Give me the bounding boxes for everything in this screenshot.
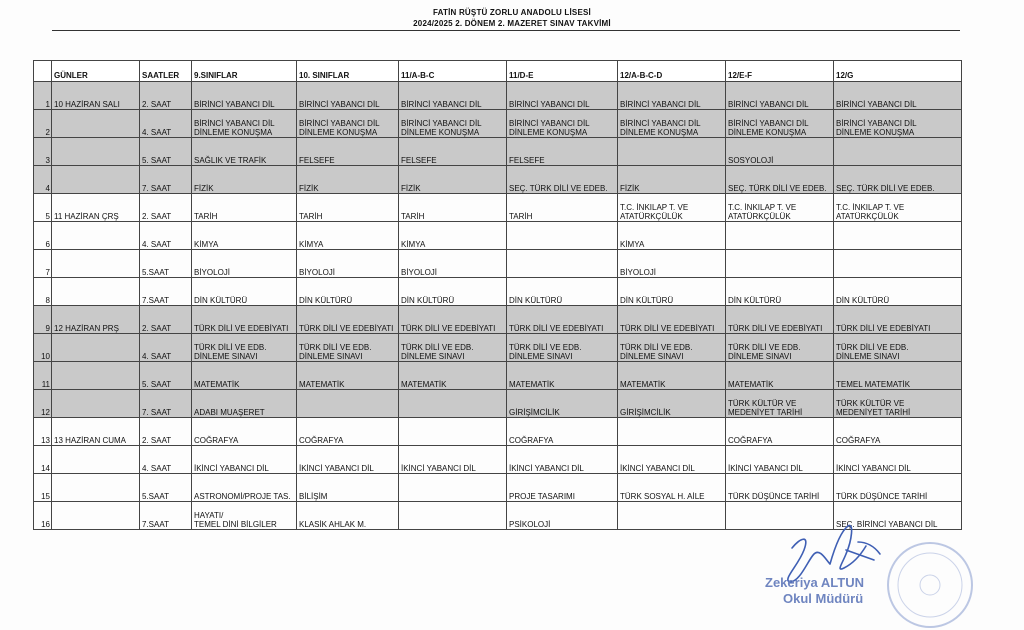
- row-number: 13: [34, 418, 52, 446]
- exam-cell: MATEMATİK: [507, 362, 618, 390]
- exam-cell: TÜRK DİLİ VE EDB. DİNLEME SINAVI: [726, 334, 834, 362]
- day-cell: [52, 110, 140, 138]
- exam-cell: COĞRAFYA: [192, 418, 297, 446]
- exam-cell: DİN KÜLTÜRÜ: [726, 278, 834, 306]
- exam-cell: BİRİNCİ YABANCI DİL: [297, 82, 399, 110]
- period-cell: 5.SAAT: [140, 250, 192, 278]
- exam-cell: BİRİNCİ YABANCI DİL DİNLEME KONUŞMA: [399, 110, 507, 138]
- row-number: 1: [34, 82, 52, 110]
- table-row: [34, 138, 962, 166]
- exam-cell: SOSYOLOJİ: [726, 138, 834, 166]
- row-number: 9: [34, 306, 52, 334]
- exam-cell: İKİNCİ YABANCI DİL: [507, 446, 618, 474]
- exam-cell: DİN KÜLTÜRÜ: [507, 278, 618, 306]
- exam-cell: [834, 250, 962, 278]
- day-cell: 13 HAZİRAN CUMA: [52, 418, 140, 446]
- exam-cell: FELSEFE: [297, 138, 399, 166]
- exam-cell: [618, 138, 726, 166]
- table-row: [34, 278, 962, 306]
- exam-cell: [297, 390, 399, 418]
- principal-signature: [765, 575, 864, 607]
- exam-cell: [507, 222, 618, 250]
- day-cell: [52, 390, 140, 418]
- exam-cell: PSİKOLOJİ: [507, 502, 618, 530]
- exam-cell: TÜRK DİLİ VE EDB. DİNLEME SINAVI: [192, 334, 297, 362]
- principal-name: Zekeriya ALTUN: [765, 575, 864, 590]
- exam-cell: TÜRK DİLİ VE EDEBİYATI: [192, 306, 297, 334]
- period-cell: 7.SAAT: [140, 502, 192, 530]
- exam-cell: TARİH: [192, 194, 297, 222]
- column-header: 10. SINIFLAR: [297, 61, 399, 82]
- exam-cell: DİN KÜLTÜRÜ: [834, 278, 962, 306]
- exam-cell: PROJE TASARIMI: [507, 474, 618, 502]
- exam-cell: BİRİNCİ YABANCI DİL: [726, 82, 834, 110]
- column-header: 11/D-E: [507, 61, 618, 82]
- day-cell: [52, 502, 140, 530]
- table-row: [34, 250, 962, 278]
- table-row: [34, 390, 962, 418]
- exam-cell: MATEMATİK: [297, 362, 399, 390]
- exam-cell: DİN KÜLTÜRÜ: [399, 278, 507, 306]
- period-cell: 4. SAAT: [140, 222, 192, 250]
- exam-cell: İKİNCİ YABANCI DİL: [726, 446, 834, 474]
- exam-cell: TÜRK DİLİ VE EDB. DİNLEME SINAVI: [618, 334, 726, 362]
- exam-cell: DİN KÜLTÜRÜ: [618, 278, 726, 306]
- table-row: [34, 222, 962, 250]
- exam-cell: TÜRK KÜLTÜR VE MEDENİYET TARİHİ: [726, 390, 834, 418]
- row-number: 14: [34, 446, 52, 474]
- exam-cell: MATEMATİK: [192, 362, 297, 390]
- document-title: 2024/2025 2. DÖNEM 2. MAZERET SINAV TAKVİMİ: [413, 19, 611, 28]
- exam-cell: BİRİNCİ YABANCI DİL: [618, 82, 726, 110]
- period-cell: 4. SAAT: [140, 334, 192, 362]
- exam-cell: BİYOLOJİ: [618, 250, 726, 278]
- column-header: 12/G: [834, 61, 962, 82]
- exam-cell: BİYOLOJİ: [192, 250, 297, 278]
- exam-cell: KLASİK AHLAK M.: [297, 502, 399, 530]
- exam-cell: SEÇ. BİRİNCİ YABANCI DİL: [834, 502, 962, 530]
- day-cell: 11 HAZİRAN ÇRŞ: [52, 194, 140, 222]
- table-header-row: [34, 61, 962, 82]
- exam-cell: TARİH: [399, 194, 507, 222]
- row-number: 4: [34, 166, 52, 194]
- exam-cell: BİRİNCİ YABANCI DİL: [507, 82, 618, 110]
- exam-cell: TÜRK DİLİ VE EDB. DİNLEME SINAVI: [507, 334, 618, 362]
- exam-cell: COĞRAFYA: [834, 418, 962, 446]
- exam-cell: MATEMATİK: [399, 362, 507, 390]
- day-cell: 12 HAZİRAN PRŞ: [52, 306, 140, 334]
- exam-cell: DİN KÜLTÜRÜ: [192, 278, 297, 306]
- day-cell: [52, 446, 140, 474]
- exam-cell: T.C. İNKILAP T. VE ATATÜRKÇÜLÜK: [618, 194, 726, 222]
- exam-cell: MATEMATİK: [726, 362, 834, 390]
- table-row: [34, 82, 962, 110]
- exam-cell: COĞRAFYA: [507, 418, 618, 446]
- exam-cell: İKİNCİ YABANCI DİL: [618, 446, 726, 474]
- exam-cell: FELSEFE: [507, 138, 618, 166]
- exam-cell: TÜRK SOSYAL H. AİLE: [618, 474, 726, 502]
- exam-cell: [618, 502, 726, 530]
- column-header: 12/E-F: [726, 61, 834, 82]
- row-number: 11: [34, 362, 52, 390]
- exam-cell: TÜRK DİLİ VE EDEBİYATI: [726, 306, 834, 334]
- table-row: [34, 474, 962, 502]
- day-cell: [52, 250, 140, 278]
- row-number: 5: [34, 194, 52, 222]
- exam-cell: BİRİNCİ YABANCI DİL: [399, 82, 507, 110]
- row-number: 7: [34, 250, 52, 278]
- period-cell: 7. SAAT: [140, 166, 192, 194]
- exam-cell: BİRİNCİ YABANCI DİL DİNLEME KONUŞMA: [192, 110, 297, 138]
- exam-cell: İKİNCİ YABANCI DİL: [399, 446, 507, 474]
- row-number: 16: [34, 502, 52, 530]
- exam-cell: ASTRONOMİ/PROJE TAS.: [192, 474, 297, 502]
- exam-cell: MATEMATİK: [618, 362, 726, 390]
- exam-cell: TÜRK DİLİ VE EDEBİYATI: [834, 306, 962, 334]
- exam-cell: KİMYA: [297, 222, 399, 250]
- exam-cell: TÜRK DİLİ VE EDB. DİNLEME SINAVI: [297, 334, 399, 362]
- header-divider: [52, 30, 960, 31]
- exam-cell: [834, 222, 962, 250]
- day-cell: [52, 334, 140, 362]
- exam-cell: SAĞLIK VE TRAFİK: [192, 138, 297, 166]
- exam-cell: TÜRK DİLİ VE EDEBİYATI: [618, 306, 726, 334]
- exam-cell: SEÇ. TÜRK DİLİ VE EDEB.: [834, 166, 962, 194]
- period-cell: 2. SAAT: [140, 82, 192, 110]
- table-row: [34, 110, 962, 138]
- period-cell: 7.SAAT: [140, 278, 192, 306]
- exam-cell: [399, 418, 507, 446]
- exam-cell: SEÇ. TÜRK DİLİ VE EDEB.: [507, 166, 618, 194]
- period-cell: 4. SAAT: [140, 446, 192, 474]
- row-number: 6: [34, 222, 52, 250]
- table-row: [34, 306, 962, 334]
- column-header: 11/A-B-C: [399, 61, 507, 82]
- exam-cell: İKİNCİ YABANCI DİL: [297, 446, 399, 474]
- exam-cell: BİRİNCİ YABANCI DİL DİNLEME KONUŞMA: [297, 110, 399, 138]
- exam-cell: İKİNCİ YABANCI DİL: [192, 446, 297, 474]
- period-cell: 5.SAAT: [140, 474, 192, 502]
- exam-cell: İKİNCİ YABANCI DİL: [834, 446, 962, 474]
- exam-cell: DİN KÜLTÜRÜ: [297, 278, 399, 306]
- row-number: 15: [34, 474, 52, 502]
- exam-cell: FİZİK: [297, 166, 399, 194]
- exam-cell: TARİH: [507, 194, 618, 222]
- column-header: SAATLER: [140, 61, 192, 82]
- exam-cell: BİRİNCİ YABANCI DİL: [192, 82, 297, 110]
- exam-cell: [399, 390, 507, 418]
- exam-cell: FİZİK: [618, 166, 726, 194]
- exam-cell: [507, 250, 618, 278]
- exam-cell: KİMYA: [618, 222, 726, 250]
- row-number: 12: [34, 390, 52, 418]
- day-cell: [52, 474, 140, 502]
- exam-cell: [399, 502, 507, 530]
- exam-cell: T.C. İNKILAP T. VE ATATÜRKÇÜLÜK: [834, 194, 962, 222]
- day-cell: [52, 278, 140, 306]
- exam-cell: [618, 418, 726, 446]
- exam-cell: COĞRAFYA: [297, 418, 399, 446]
- row-number: 3: [34, 138, 52, 166]
- school-name: FATİN RÜŞTÜ ZORLU ANADOLU LİSESİ: [433, 8, 591, 17]
- exam-cell: [726, 250, 834, 278]
- exam-cell: TÜRK DİLİ VE EDEBİYATI: [399, 306, 507, 334]
- exam-cell: COĞRAFYA: [726, 418, 834, 446]
- period-cell: 2. SAAT: [140, 306, 192, 334]
- day-cell: [52, 362, 140, 390]
- day-cell: [52, 166, 140, 194]
- row-number: 2: [34, 110, 52, 138]
- exam-cell: T.C. İNKILAP T. VE ATATÜRKÇÜLÜK: [726, 194, 834, 222]
- column-header: 12/A-B-C-D: [618, 61, 726, 82]
- exam-cell: TÜRK DİLİ VE EDB. DİNLEME SINAVI: [834, 334, 962, 362]
- exam-cell: [399, 474, 507, 502]
- period-cell: 2. SAAT: [140, 194, 192, 222]
- exam-cell: TÜRK DÜŞÜNCE TARİHİ: [834, 474, 962, 502]
- day-cell: 10 HAZİRAN SALI: [52, 82, 140, 110]
- school-stamp: [880, 535, 980, 630]
- row-number: 10: [34, 334, 52, 362]
- table-row: [34, 418, 962, 446]
- exam-cell: BİRİNCİ YABANCI DİL DİNLEME KONUŞMA: [618, 110, 726, 138]
- table-row: [34, 362, 962, 390]
- exam-cell: KİMYA: [399, 222, 507, 250]
- day-cell: [52, 138, 140, 166]
- exam-cell: BİLİŞİM: [297, 474, 399, 502]
- period-cell: 7. SAAT: [140, 390, 192, 418]
- exam-cell: BİRİNCİ YABANCI DİL DİNLEME KONUŞMA: [726, 110, 834, 138]
- table-row: [34, 166, 962, 194]
- exam-cell: BİYOLOJİ: [399, 250, 507, 278]
- exam-cell: ADABI MUAŞERET: [192, 390, 297, 418]
- exam-cell: TÜRK DİLİ VE EDEBİYATI: [507, 306, 618, 334]
- exam-cell: BİRİNCİ YABANCI DİL DİNLEME KONUŞMA: [834, 110, 962, 138]
- day-cell: [52, 222, 140, 250]
- exam-cell: [834, 138, 962, 166]
- exam-cell: TÜRK DÜŞÜNCE TARİHİ: [726, 474, 834, 502]
- exam-cell: TARİH: [297, 194, 399, 222]
- exam-cell: BİRİNCİ YABANCI DİL: [834, 82, 962, 110]
- column-header: 9.SINIFLAR: [192, 61, 297, 82]
- period-cell: 2. SAAT: [140, 418, 192, 446]
- exam-cell: HAYATI/ TEMEL DİNİ BİLGİLER: [192, 502, 297, 530]
- table-row: [34, 194, 962, 222]
- exam-cell: GİRİŞİMCİLİK: [507, 390, 618, 418]
- exam-cell: FİZİK: [399, 166, 507, 194]
- exam-cell: BİYOLOJİ: [297, 250, 399, 278]
- exam-cell: GİRİŞİMCİLİK: [618, 390, 726, 418]
- period-cell: 5. SAAT: [140, 362, 192, 390]
- exam-cell: TÜRK DİLİ VE EDEBİYATI: [297, 306, 399, 334]
- table-row: [34, 334, 962, 362]
- exam-cell: [726, 222, 834, 250]
- exam-cell: TÜRK KÜLTÜR VE MEDENİYET TARİHİ: [834, 390, 962, 418]
- exam-cell: FELSEFE: [399, 138, 507, 166]
- column-header: GÜNLER: [52, 61, 140, 82]
- exam-cell: TEMEL MATEMATİK: [834, 362, 962, 390]
- exam-cell: BİRİNCİ YABANCI DİL DİNLEME KONUŞMA: [507, 110, 618, 138]
- column-header: [34, 61, 52, 82]
- row-number: 8: [34, 278, 52, 306]
- exam-cell: FİZİK: [192, 166, 297, 194]
- principal-title: Okul Müdürü: [783, 591, 864, 606]
- exam-schedule-table: [33, 60, 962, 530]
- exam-cell: KİMYA: [192, 222, 297, 250]
- exam-cell: SEÇ. TÜRK DİLİ VE EDEB.: [726, 166, 834, 194]
- exam-cell: TÜRK DİLİ VE EDB. DİNLEME SINAVI: [399, 334, 507, 362]
- period-cell: 4. SAAT: [140, 110, 192, 138]
- table-row: [34, 446, 962, 474]
- period-cell: 5. SAAT: [140, 138, 192, 166]
